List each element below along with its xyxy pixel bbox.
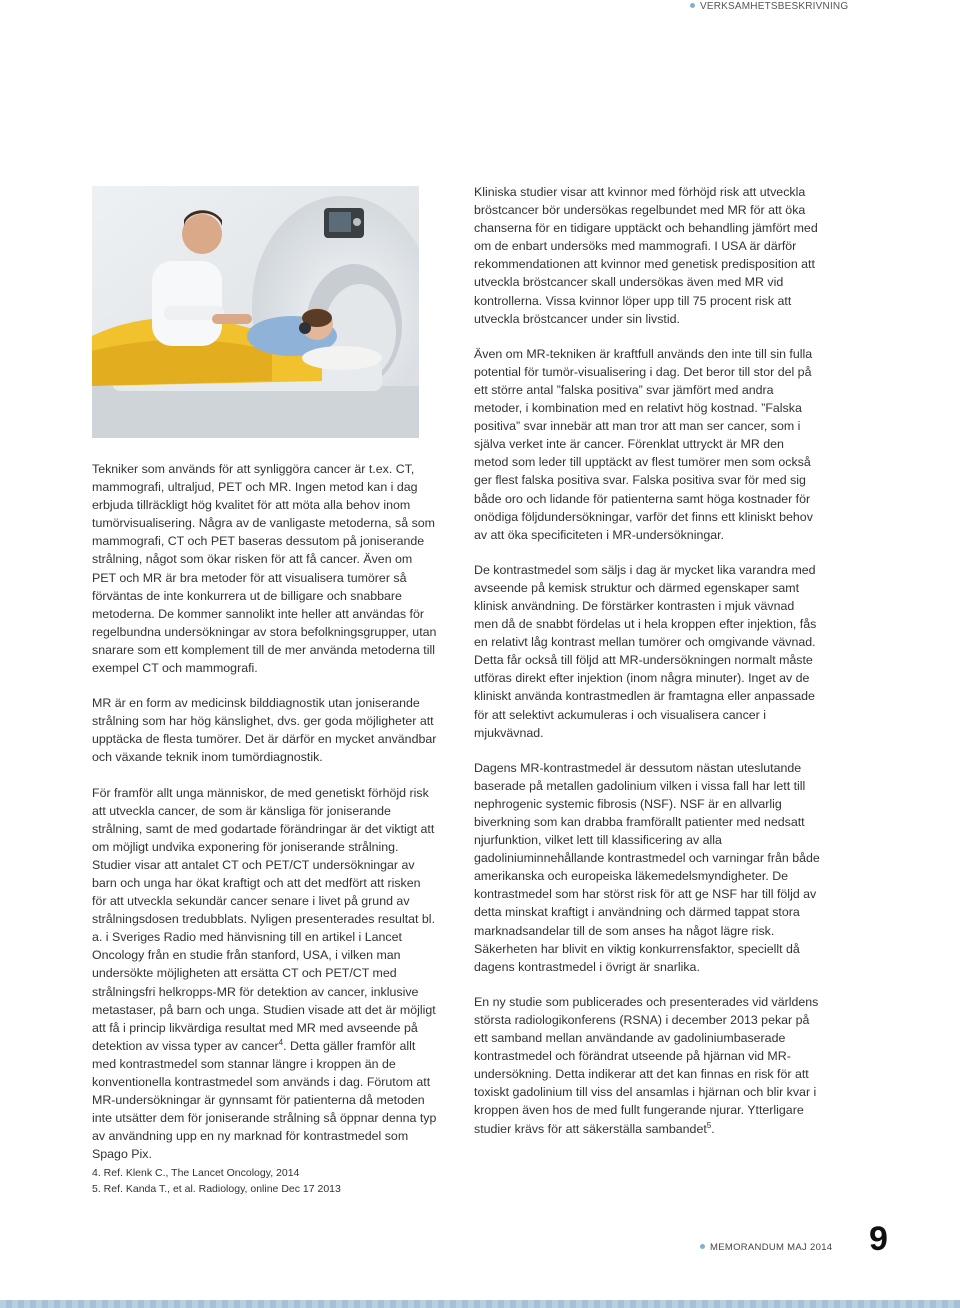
footer-text: MEMORANDUM MAJ 2014 xyxy=(710,1242,833,1253)
reference-4: 4. Ref. Klenk C., The Lancet Oncology, 2014 xyxy=(92,1167,300,1179)
photo-caption-paragraph: Tekniker som används för att synliggöra cancer är t.ex. CT, mammografi, ultraljud, PET och MR. Ingen metod kan i dag erbjuda tillräckligt hög kvalitet för att möta alla behov inom tumörvisualisering. Några av de vanligaste metoderna, så som mammografi, CT och PET baseras dessutom på joniserande strålning, något som ökar risken för att få cancer. Även om PET och MR är bra metoder för att visualisera tumörer så förväntas de inte konkurrera ut de billigare och snabbare metoderna. De kommer sannolikt inte heller att användas för regelbundna undersökningar av stora befolkningsgrupper, utan snarare som ett komplement till de mer använda metoderna till exempel CT och mammografi. xyxy=(92,462,437,676)
section-label: VERKSAMHETSBESKRIVNING xyxy=(700,1,849,12)
young-patients-text-a: För framför allt unga människor, de med genetiskt förhöjd risk att utveckla cancer, de som är känsliga för joniserande strålning, samt de med godartade förändringar är det viktigt att om möjligt undvika exponering för joniserande strålning. Studier visar att antalet CT och PET/CT undersökningar av barn och unga har ökat kraftigt och att det medfört att risken för att utveckla sekundär cancer senare i livet på grund av strålningsdosen tredubblats. Nyligen presenterades resultat bl. a. i Sveriges Radio med hänvisning till en artikel i Lancet Oncology från en studie från stanford, USA, i vilken man undersökte möjligheten att ersätta CT och PET/CT med strålningsfri helkropps-MR för detektion av cancer, inklusive metastaser, på barn och unga. Studien visade att det är möjligt att få i princip likvärdiga resultat med MR med avseende på detektion av vissa typer av cancer xyxy=(92,785,436,1053)
young-patients-paragraph xyxy=(92,784,437,1164)
rsna-study-text-a: En ny studie som publicerades och presenterades vid världens största radiologikonferens (RSNA) i december 2013 pekar på ett samband mellan användande av gadoliniumbaserade kontrastmedel och förändrat utseende på hjärnan vid MR-undersökning. Detta indikerar att det kan finnas en risk för att toxiskt gadolinium till viss del ansamlas i hjärnan och blir kvar i kroppen även hos de med fullt fungerande njurar. Ytterligare studier krävs för att säkerställa sambandet xyxy=(474,994,819,1136)
bottom-decorative-bar xyxy=(0,1300,960,1308)
mr-potential-paragraph: Även om MR-tekniken är kraftfull används den inte till sin fulla potential för tumör-visualisering i dag. Det beror till stor del på ett större antal ”falska positiva” svar jämfört med andra metoder, i kombination med en relativt hög kostnad. ”Falska positiva” svar innebär att man tror att man ser cancer, som i själva verket inte är cancer. Förenklat uttryckt är MR den metod som leder till upptäckt av flest tumörer men som också ger flest falska positiva svar. Falska positiva svar för med sig både oro och lidande för patienterna samt höga kostnader för onödiga följdundersökningar, varför det finns ett kliniskt behov av att öka specificiteten i MR-undersökningar. xyxy=(474,346,813,542)
footer-label xyxy=(700,1242,832,1253)
section-header xyxy=(690,1,848,12)
rsna-study-text-b: . xyxy=(711,1121,715,1136)
references xyxy=(92,1165,341,1197)
left-column xyxy=(92,460,437,1180)
footnote-ref-4: 4 xyxy=(278,1037,284,1047)
gadolinium-paragraph: Dagens MR-kontrastmedel är dessutom nästan uteslutande baserade på metallen gadolinium vilken i vissa fall har lett till nephrogenic systemic fibrosis (NSF). NSF är en allvarlig biverkning som kan drabba framförallt patienter med nedsatt njurfunktion, vilket lett till klassificering av alla gadoliniuminnehållande kontrastmedel och varningar från både amerikanska och europeiska läkemedelsmyndigheter. De kontrastmedel som har störst risk för att ge NSF har till följd av detta minskat kraftigt i användning och därmed tappat stora marknadsandelar till de som anses ha något lägre risk. Säkerheten har blivit en viktig konkurrensfaktor, speciellt då dagens kontrastmedel i övrigt är snarlika. xyxy=(474,760,820,974)
footnote-ref-5: 5 xyxy=(706,1120,712,1130)
right-column xyxy=(474,183,820,1155)
contrast-agents-paragraph: De kontrastmedel som säljs i dag är mycket lika varandra med avseende på kemisk struktur och därmed egenskaper samt klinisk användning. De förstärker kontrasten i mjuk vävnad men då de snabbt fördelas ut i hela kroppen efter injektion, fås en relativt låg kontrast mellan tumörer och omgivande vävnad. Detta får också till följd att MR-undersökningen normalt måste utföras direkt efter injektion (inom några minuter). Inget av de kliniskt använda kontrastmedlen är framtagna eller anpassade för att selektivt ackumuleras i och visualisera cancer i mjukvävnad. xyxy=(474,562,817,740)
rsna-study-paragraph xyxy=(474,993,820,1138)
mr-definition-paragraph: MR är en form av medicinsk bilddiagnostik utan joniserande strålning som har hög känslighet, dvs. ger goda möjligheter att upptäcka de flesta tumörer. Det är därför en mycket användbar och växande teknik inom tumördiagnostik. xyxy=(92,696,437,765)
clinical-studies-paragraph: Kliniska studier visar att kvinnor med förhöjd risk att utveckla bröstcancer bör undersökas regelbundet med MR för att öka chanserna för en tidigare upptäckt och behandling jämfört med om de enbart undersöks med mammografi. I USA är därför rekommendationen att kvinnor med genetisk predisposition att utveckla bröstcancer skall undersökas även med MR vid kontrollerna. Vissa kvinnor löper upp till 75 procent risk att utveckla bröstcancer under sin livstid. xyxy=(474,185,818,326)
bullet-icon xyxy=(700,1244,705,1249)
page-number: 9 xyxy=(869,1220,888,1258)
mri-scanner-photo xyxy=(92,186,419,438)
bullet-icon xyxy=(690,3,695,8)
reference-5: 5. Ref. Kanda T., et al. Radiology, online Dec 17 2013 xyxy=(92,1183,341,1195)
young-patients-text-b: . Detta gäller framför allt med kontrastmedel som stannar längre i kroppen än de konventionella kontrastmedel som används i dag. Förutom att MR-undersökningar är gynnsamt för patienterna då metoden inte utsätter dem för joniserande strålning så öppnar denna typ av användning upp en ny marknad för kontrastmedel som Spago Pix. xyxy=(92,1038,437,1162)
photo-illustration xyxy=(92,186,419,438)
